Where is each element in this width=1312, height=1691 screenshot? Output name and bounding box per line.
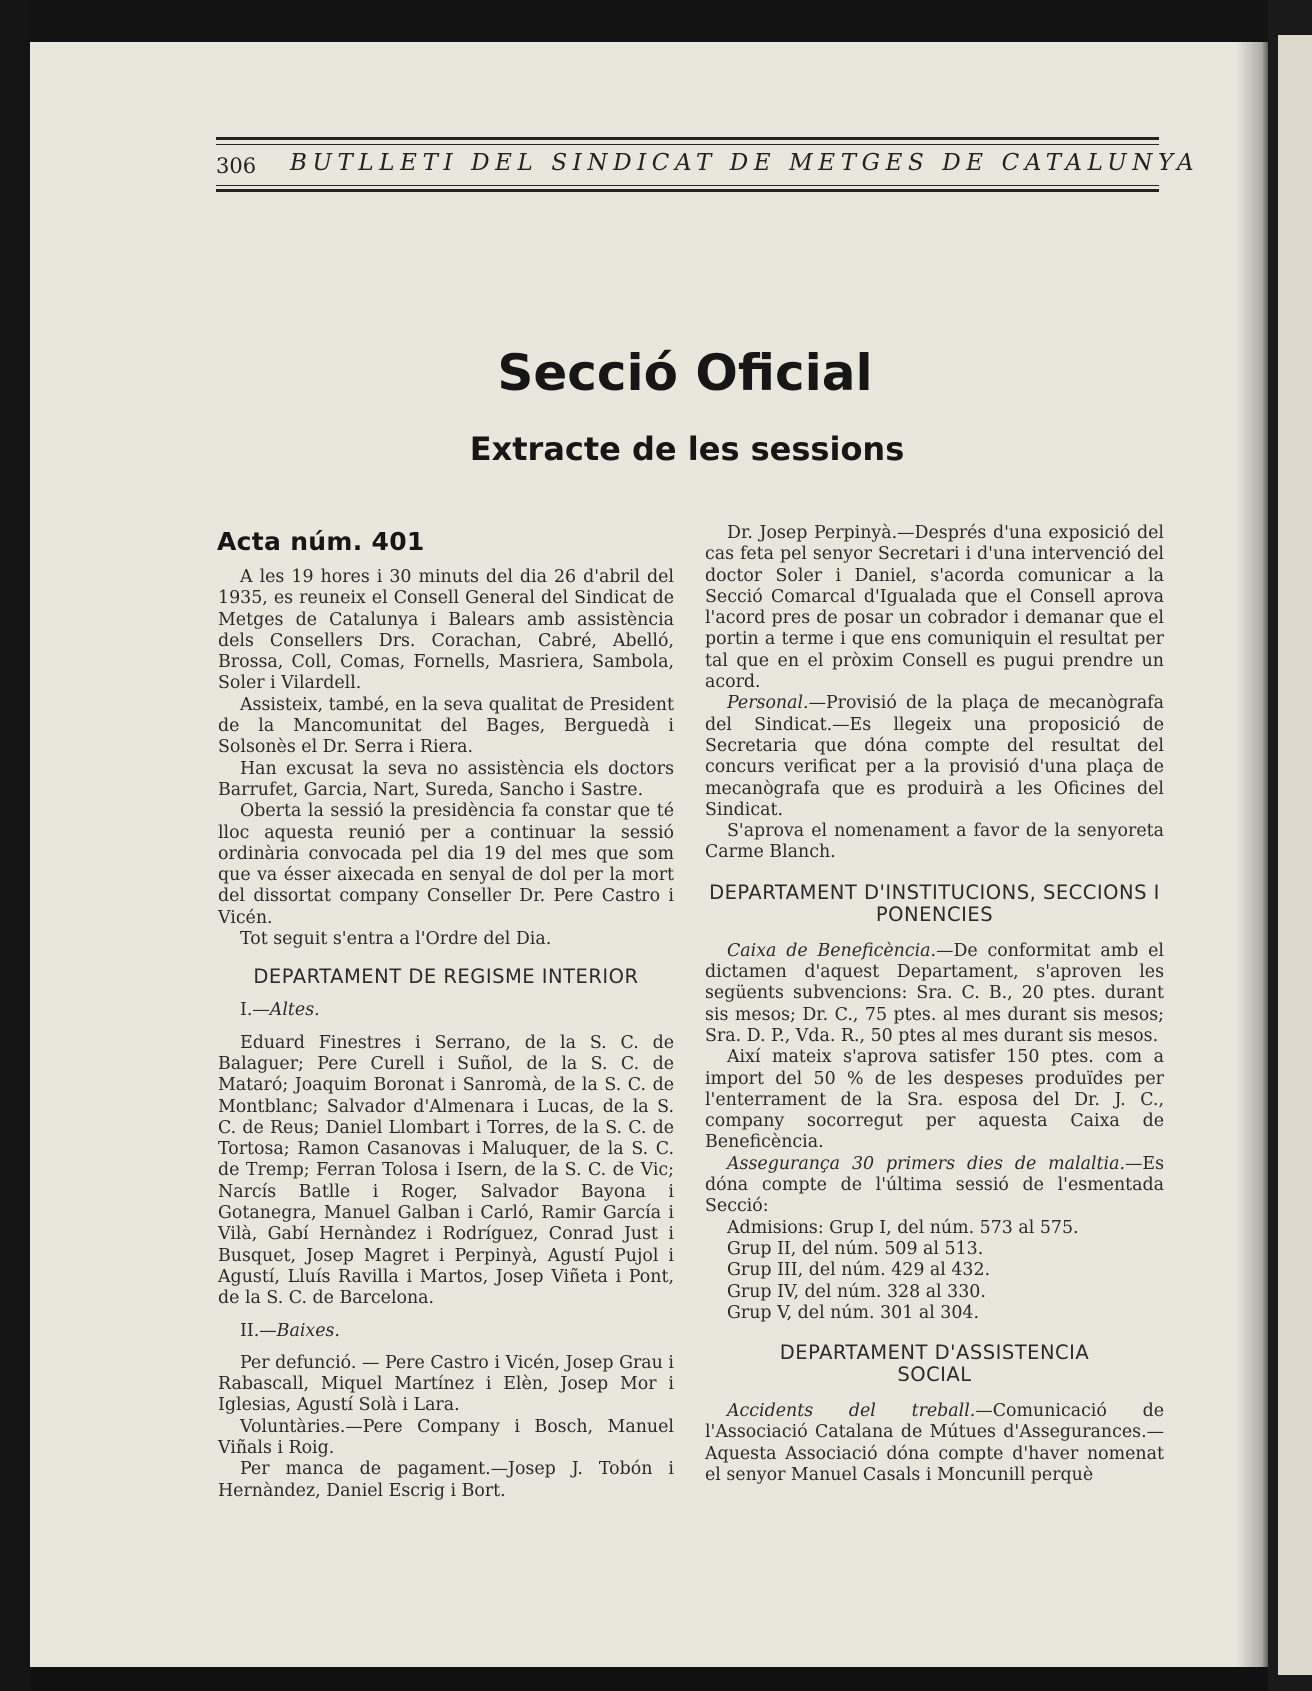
dept-assistencia-heading: DEPARTAMENT D'ASSISTENCIA SOCIAL — [779, 1341, 1090, 1387]
grup-line-5: Grup V, del núm. 301 al 304. — [727, 1302, 980, 1323]
dept-institucions-heading: DEPARTAMENT D'INSTITUCIONS, SECCIONS I PONENCIES — [709, 880, 1160, 926]
baixes-heading — [218, 1321, 674, 1342]
header-rule-top-thick — [216, 137, 1159, 140]
paragraph-excusat: Han excusat la seva no assistència els doctors Barrufet, Garcia, Nart, Sureda, Sancho i Sastre. — [218, 758, 674, 800]
paragraph-caixa — [705, 941, 1164, 1047]
asseguranca-text: —Es dóna compte de l'última sessió de l'esmentada Secció: — [705, 1153, 1164, 1217]
grup-line-2: Grup II, del núm. 509 al 513. — [727, 1238, 984, 1259]
section-title: Secció Oficial — [497, 344, 873, 402]
paragraph-accidents — [705, 1401, 1164, 1486]
scan-top-border — [0, 0, 1312, 42]
running-header — [216, 137, 1200, 195]
paragraph-opening: A les 19 hores i 30 minuts del dia 26 d'abril del 1935, es reuneix el Consell General del Sindicat de Metges de Catalunya i Balears amb assistència dels Consellers Drs. Corachan, Cabré, Abelló, Brossa, Coll, Comas, Fornells, Masriera, Sambola, Soler i Vilardell. — [218, 567, 674, 694]
paragraph-aixi-mateix: Així mateix s'aprova satisfer 150 ptes. com a import del 50 % de les despeses produïdes per l'enterrament de la Sra. esposa del Dr. J. C., company socorregut per aquesta Caixa de Beneficència. — [705, 1047, 1164, 1153]
section-subtitle: Extracte de les sessions — [469, 430, 905, 468]
adjacent-page-edge — [1278, 35, 1312, 1675]
baixes-manca-pagament: Per manca de pagament.—Josep J. Tobón i Hernàndez, Daniel Escrig i Bort. — [218, 1459, 674, 1501]
page-number: 306 — [216, 154, 257, 178]
altes-prefix: I.— — [240, 1000, 270, 1021]
caixa-text: —De conformitat amb el dictamen d'aquest Departament, s'aproven les següents subvencions: Sra. C. B., 20 ptes. durant sis mesos; Dr. C., 75 ptes. al mes durant sis mesos; Sra. D. P., Vda. R., 50 ptes al mes durant sis mesos. — [705, 940, 1164, 1046]
paragraph-ordre-del-dia: Tot seguit s'entra a l'Ordre del Dia. — [240, 929, 552, 950]
baixes-prefix: II.— — [240, 1320, 277, 1341]
acta-heading: Acta núm. 401 — [217, 527, 425, 556]
baixes-voluntaries: Voluntàries.—Pere Company i Bosch, Manuel Viñals i Roig. — [218, 1416, 674, 1458]
header-rule-bottom-thick — [216, 189, 1159, 192]
grup-line-3: Grup III, del núm. 429 al 432. — [727, 1260, 991, 1281]
header-rule-bottom-thin — [216, 185, 1159, 186]
header-rule-top-thin — [216, 144, 1159, 145]
grup-line-1: Admisions: Grup I, del núm. 573 al 575. — [727, 1217, 1079, 1238]
accidents-label: Accidents del treball. — [727, 1401, 976, 1422]
grup-line-4: Grup IV, del núm. 328 al 330. — [727, 1281, 986, 1302]
personal-label: Personal. — [727, 693, 809, 714]
scan-left-border — [0, 0, 30, 1691]
altes-heading — [218, 1000, 674, 1021]
page-spine-shadow — [1236, 42, 1268, 1667]
right-column — [705, 523, 1164, 1486]
paragraph-nomenament: S'aprova el nomenament a favor de la senyoreta Carme Blanch. — [705, 821, 1164, 863]
accidents-text: —Comunicació de l'Associació Catalana de Mútues d'Assegurances.—Aquesta Associació dóna compte d'haver nomenat el senyor Manuel Casals i Moncunill perquè — [705, 1401, 1164, 1485]
left-column — [218, 538, 674, 1502]
baixes-defuncio: Per defunció. — Pere Castro i Vicén, Josep Grau i Rabascall, Miquel Martínez i Elèn, Josep Mor i Iglesias, Agustí Solà i Lara. — [218, 1352, 674, 1416]
personal-text: —Provisió de la plaça de mecanògrafa del Sindicat.—Es llegeix una proposició de Secretaria que dóna compte del resultat del concurs verificat per a la provisió d'una plaça de mecanògrafa que es produirà a les Oficines del Sindicat. — [705, 693, 1164, 820]
dept-regisme-heading: DEPARTAMENT DE REGISME INTERIOR — [253, 965, 639, 989]
altes-label: Altes. — [269, 1000, 320, 1021]
paragraph-assisteix: Assisteix, també, en la seva qualitat de President de la Mancomunitat del Bages, Berguedà i Solsonès el Dr. Serra i Riera. — [218, 694, 674, 758]
running-title: BUTLLETI DEL SINDICAT DE METGES DE CATALUNYA — [290, 150, 1200, 176]
paragraph-perpinya: Dr. Josep Perpinyà.—Després d'una exposició del cas feta pel senyor Secretari i d'una intervenció del doctor Soler i Daniel, s'acorda comunicar a la Secció Comarcal d'Igualada que el Consell aprova l'acord pres de posar un cobrador i demanar que el portin a terme i que ens comuniquin el resultat per tal que en el pròxim Consell es pugui prendre un acord. — [705, 523, 1164, 693]
asseguranca-label: Assegurança 30 primers dies de malaltia. — [727, 1153, 1125, 1174]
caixa-label: Caixa de Beneficència. — [727, 940, 937, 961]
paragraph-personal — [705, 693, 1164, 821]
baixes-label: Baixes. — [276, 1320, 340, 1341]
paragraph-oberta: Oberta la sessió la presidència fa constar que té lloc aquesta reunió per a continuar la sessió ordinària convocada pel dia 19 del mes que som que va ésser aixecada en senyal de dol per la mort del dissortat company Conseller Dr. Pere Castro i Vicén. — [218, 801, 674, 928]
paragraph-asseguranca — [705, 1154, 1164, 1218]
altes-list: Eduard Finestres i Serrano, de la S. C. de Balaguer; Pere Curell i Suñol, de la S. C. de Mataró; Joaquim Boronat i Sanromà, de la S. C. de Montblanc; Salvador d'Almenara i Lucas, de la S. C. de Reus; Daniel Llombart i Torres, de la S. C. de Tortosa; Ramon Casanovas i Maluquer, de la S. C. de Tremp; Ferran Tolosa i Isern, de la S. C. de Vic; Narcís Batlle i Roger, Salvador Bayona i Gotanegra, Manuel Galban i Carló, Ramir García i Vilà, Gabí Hernàndez i Rodríguez, Conrad Just i Busquet, Josep Magret i Perpinyà, Agustí Pujol i Agustí, Lluís Ravilla i Martos, Josep Viñeta i Pont, de la S. C. de Barcelona. — [218, 1032, 674, 1309]
